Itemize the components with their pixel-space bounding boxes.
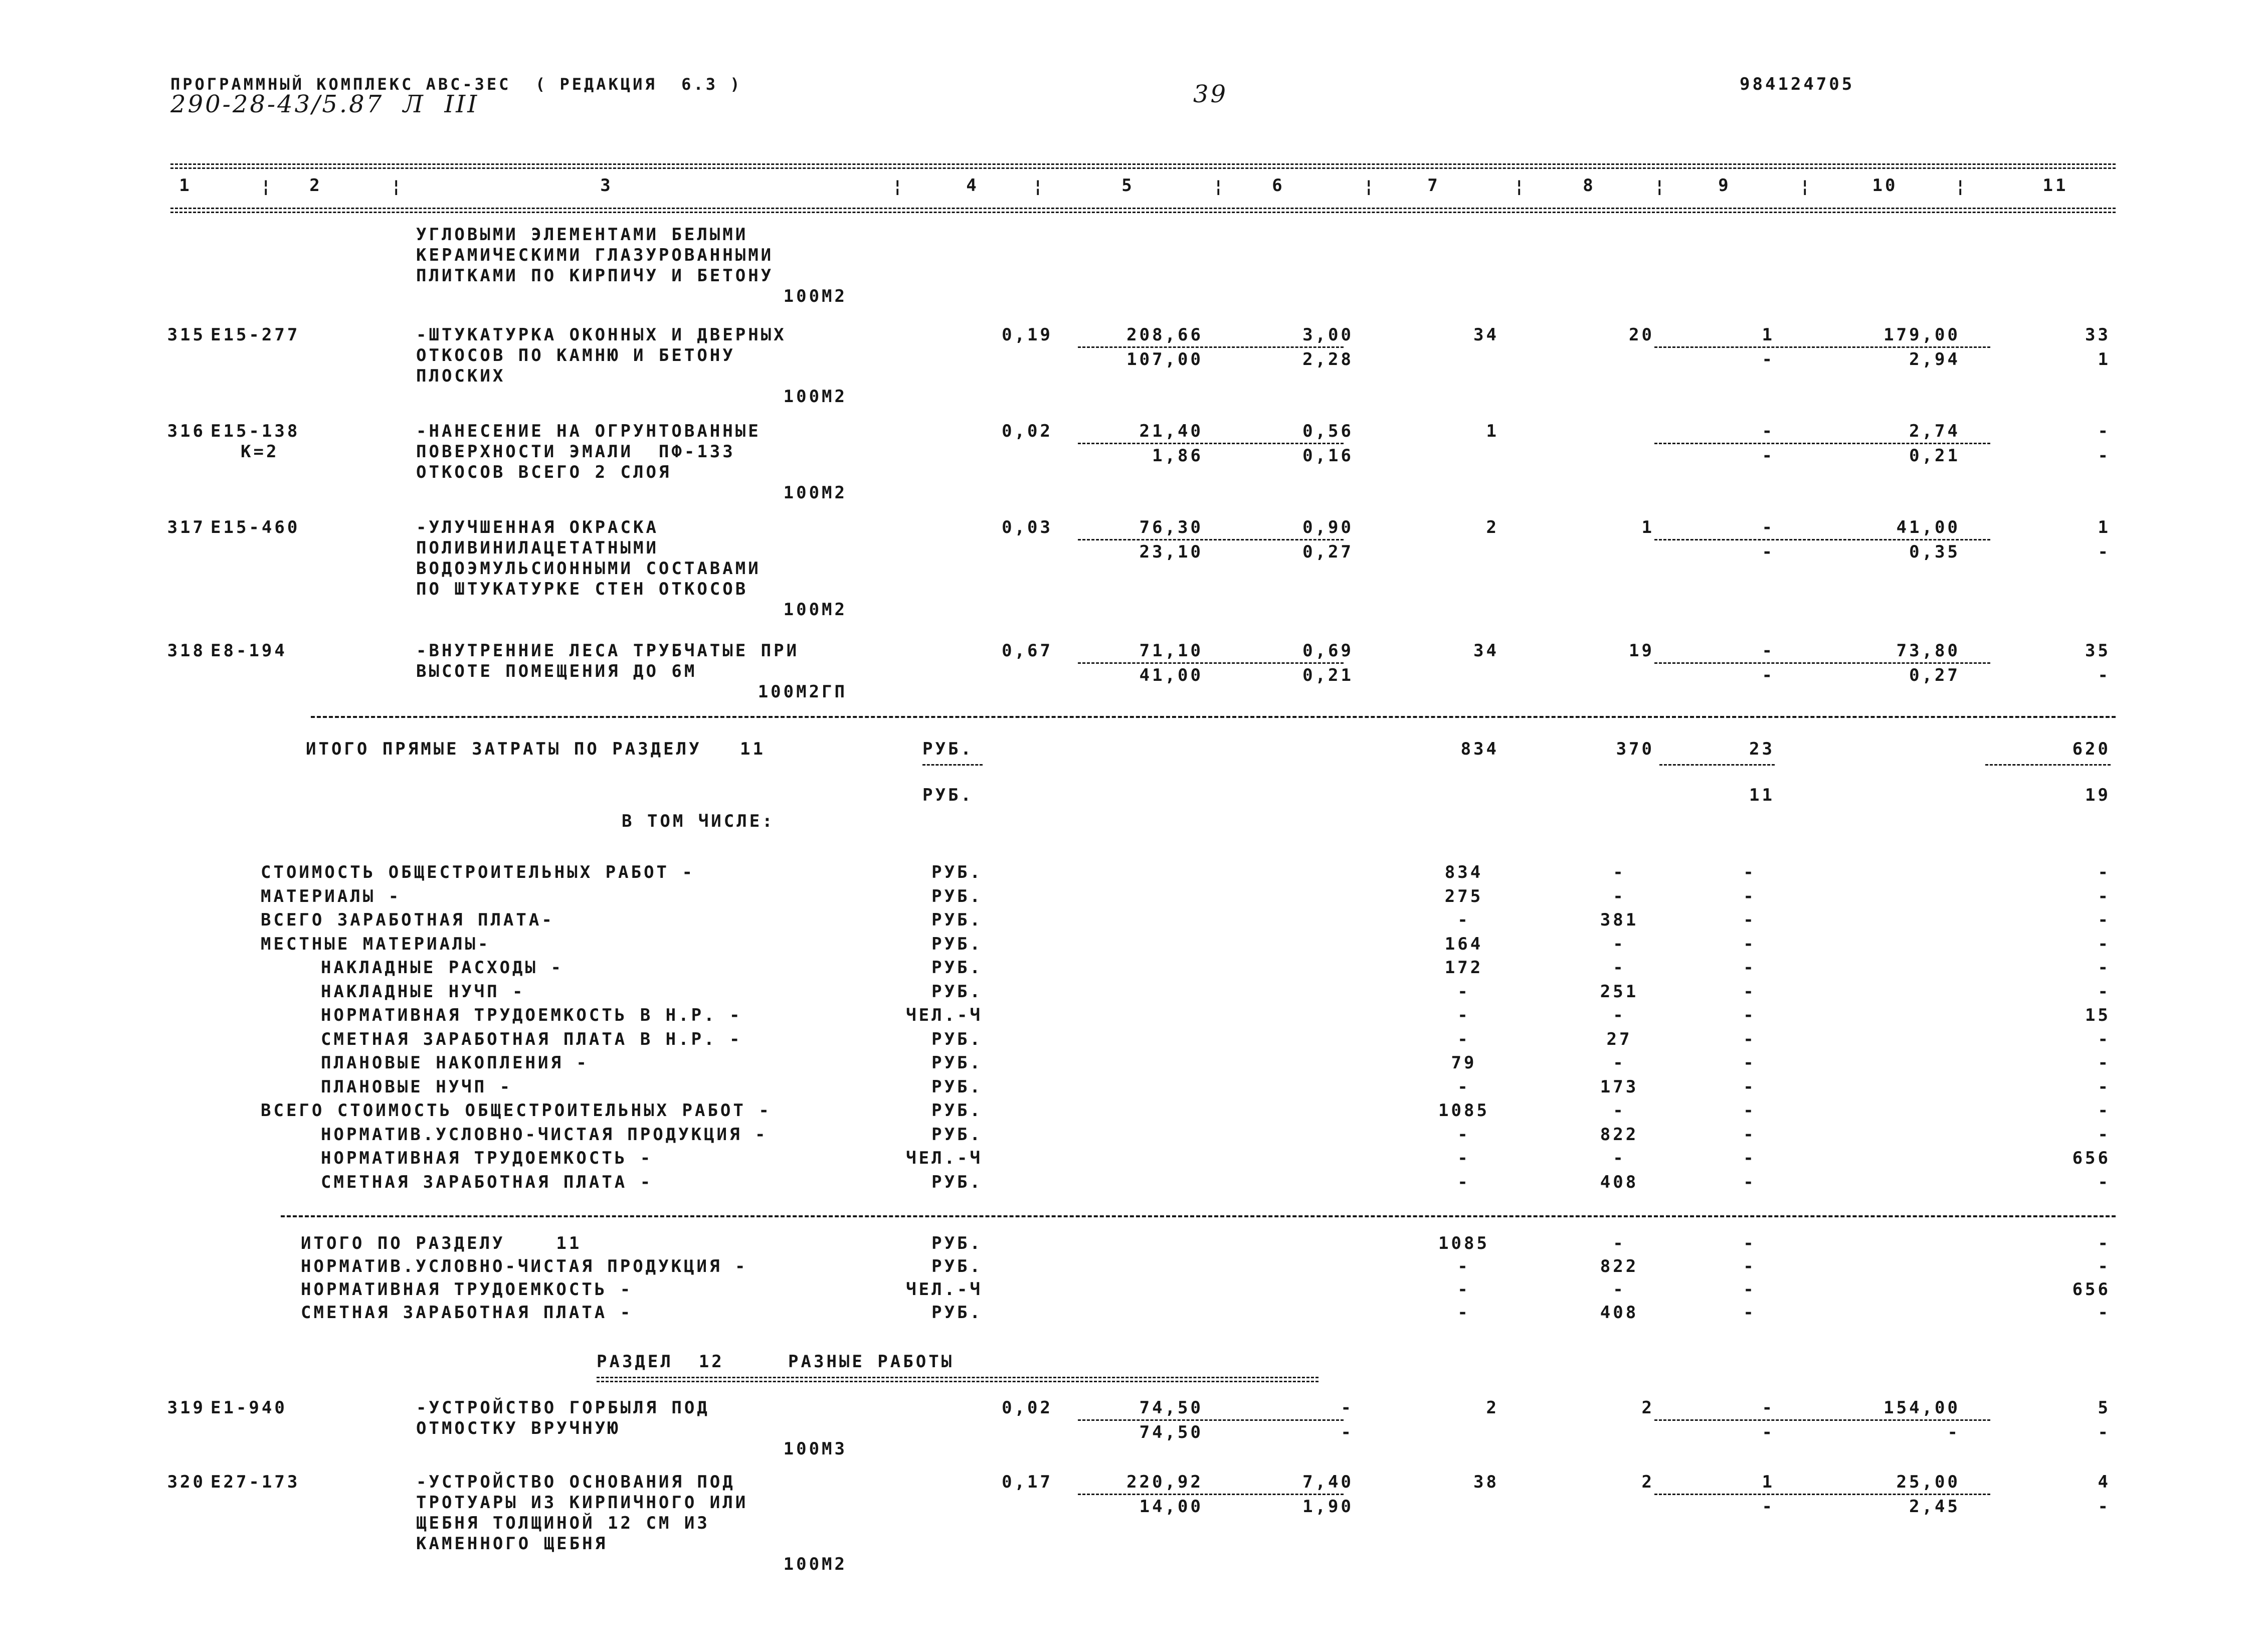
summary-cost: -: [1457, 1279, 1470, 1300]
breakdown-heading: В ТОМ ЧИСЛЕ:: [622, 811, 775, 831]
column-divider-mark: ¦: [892, 176, 905, 197]
item-total-cost: 38: [1473, 1472, 1499, 1492]
item-labor-total-machines: -: [2098, 665, 2111, 685]
breakdown-cost: 834: [1444, 862, 1483, 882]
item-labor-total: 4: [2098, 1472, 2111, 1492]
item-labor-norm-machines: 0,27: [1909, 665, 1960, 685]
cell-separator: [1654, 662, 1990, 664]
breakdown-cost: 1085: [1438, 1100, 1489, 1121]
cell-separator: [1078, 662, 1344, 664]
summary-machines: -: [1743, 1233, 1756, 1253]
breakdown-machines: -: [1743, 910, 1756, 930]
item-description-line: УГЛОВЫМИ ЭЛЕМЕНТАМИ БЕЛЫМИ: [416, 225, 748, 245]
document-code: 984124705: [1740, 74, 1855, 94]
breakdown-labor: -: [2098, 981, 2111, 1002]
column-divider-mark: ¦: [1213, 176, 1226, 197]
breakdown-unit: РУБ.: [931, 981, 983, 1002]
item-description-line: ПОЛИВИНИЛАЦЕТАТНЫМИ: [416, 538, 659, 558]
cell-separator: [1654, 346, 1990, 348]
item-machine-cost-wages: 0,27: [1302, 542, 1354, 562]
cell-separator: [1659, 764, 1775, 766]
breakdown-label: МЕСТНЫЕ МАТЕРИАЛЫ-: [261, 934, 491, 954]
cell-separator: [1078, 346, 1344, 348]
breakdown-wages: -: [1613, 958, 1626, 978]
item-unit-cost: 74,50: [1139, 1398, 1203, 1418]
item-total-cost: 1: [1486, 421, 1499, 441]
item-description-line: ПЛОСКИХ: [416, 366, 506, 386]
item-unit: 100М3: [783, 1439, 847, 1459]
item-machine-cost-wages: 1,90: [1302, 1497, 1354, 1517]
breakdown-unit: РУБ.: [931, 886, 983, 906]
item-description-line: ВОДОЭМУЛЬСИОННЫМИ СОСТАВАМИ: [416, 559, 761, 579]
item-unit-cost-wages: 1,86: [1152, 446, 1203, 466]
breakdown-cost: 172: [1444, 958, 1483, 978]
breakdown-labor: -: [2098, 1172, 2111, 1192]
breakdown-labor: -: [2098, 886, 2111, 906]
item-description-line: ОТКОСОВ ПО КАМНЮ И БЕТОНУ: [416, 345, 735, 365]
breakdown-label: НАКЛАДНЫЕ РАСХОДЫ -: [321, 958, 563, 978]
item-total-wages: 2: [1641, 1472, 1654, 1492]
item-description-line: ОТКОСОВ ВСЕГО 2 СЛОЯ: [416, 462, 672, 482]
section-summary-rule: [281, 1215, 2116, 1217]
breakdown-machines: -: [1743, 886, 1756, 906]
item-coefficient: К=2: [241, 442, 279, 462]
breakdown-cost: -: [1457, 981, 1470, 1002]
item-machine-cost-wages: 0,21: [1302, 665, 1354, 685]
column-divider-mark: ¦: [1654, 176, 1667, 197]
item-description-line: -УСТРОЙСТВО ГОРБЫЛЯ ПОД: [416, 1398, 710, 1418]
item-unit-cost-wages: 107,00: [1126, 349, 1203, 370]
cell-separator: [1654, 539, 1990, 540]
breakdown-machines: -: [1743, 1172, 1756, 1192]
item-machine-cost-wages: -: [1341, 1422, 1354, 1442]
item-description-line: ЩЕБНЯ ТОЛЩИНОЙ 12 СМ ИЗ: [416, 1513, 710, 1533]
item-description-line: ОТМОСТКУ ВРУЧНУЮ: [416, 1418, 621, 1438]
breakdown-cost: -: [1457, 1029, 1470, 1049]
breakdown-machines: -: [1743, 1100, 1756, 1121]
header-top-rule: [170, 163, 2116, 169]
section-total-rule: [311, 716, 2116, 718]
breakdown-wages: 822: [1600, 1124, 1639, 1145]
summary-machines: -: [1743, 1279, 1756, 1300]
item-labor-total-machines: -: [2098, 1497, 2111, 1517]
breakdown-wages: -: [1613, 1005, 1626, 1025]
breakdown-wages: 251: [1600, 981, 1639, 1002]
breakdown-cost: -: [1457, 1172, 1470, 1192]
item-labor-norm-machines: 2,94: [1909, 349, 1960, 370]
item-quantity: 0,02: [1002, 1398, 1053, 1418]
item-code: Е15-277: [211, 325, 300, 345]
item-labor-total: -: [2098, 421, 2111, 441]
summary-wages: -: [1613, 1279, 1626, 1300]
breakdown-label: ВСЕГО ЗАРАБОТНАЯ ПЛАТА-: [261, 910, 554, 930]
item-labor-total-machines: 1: [2098, 349, 2111, 370]
breakdown-label: НОРМАТИВНАЯ ТРУДОЕМКОСТЬ В Н.Р. -: [321, 1005, 742, 1025]
item-labor-norm-machines: -: [1947, 1422, 1960, 1442]
breakdown-machines: -: [1743, 1053, 1756, 1073]
column-header-1: 1: [179, 175, 192, 196]
item-total-machines-wages: -: [1762, 1422, 1775, 1442]
column-header-8: 8: [1583, 175, 1596, 196]
item-total-cost: 34: [1473, 641, 1499, 661]
summary-label: ИТОГО ПО РАЗДЕЛУ 11: [301, 1233, 582, 1253]
item-labor-total: 1: [2098, 517, 2111, 537]
item-total-wages: 2: [1641, 1398, 1654, 1418]
item-total-machines-wages: -: [1762, 349, 1775, 370]
breakdown-unit: ЧЕЛ.-Ч: [906, 1148, 983, 1168]
item-machine-cost: 0,69: [1302, 641, 1354, 661]
breakdown-machines: -: [1743, 1005, 1756, 1025]
breakdown-wages: -: [1613, 934, 1626, 954]
cell-separator: [1078, 1494, 1344, 1495]
item-machine-cost: 3,00: [1302, 325, 1354, 345]
item-machine-cost-wages: 0,16: [1302, 446, 1354, 466]
summary-wages: -: [1613, 1233, 1626, 1253]
breakdown-label: ВСЕГО СТОИМОСТЬ ОБЩЕСТРОИТЕЛЬНЫХ РАБОТ -: [261, 1100, 772, 1121]
item-labor-norm-machines: 2,45: [1909, 1497, 1960, 1517]
section-total-cost: 834: [1460, 739, 1499, 759]
section-12-heading: РАЗДЕЛ 12 РАЗНЫЕ РАБОТЫ: [597, 1352, 955, 1372]
breakdown-label: НОРМАТИВ.УСЛОВНО-ЧИСТАЯ ПРОДУКЦИЯ -: [321, 1124, 768, 1145]
breakdown-machines: -: [1743, 1124, 1756, 1145]
item-labor-total-machines: -: [2098, 1422, 2111, 1442]
item-unit-cost: 220,92: [1126, 1472, 1203, 1492]
item-total-machines: -: [1762, 641, 1775, 661]
item-quantity: 0,19: [1002, 325, 1053, 345]
column-divider-mark: ¦: [261, 176, 274, 197]
breakdown-unit: РУБ.: [931, 1029, 983, 1049]
breakdown-labor: 656: [2072, 1148, 2111, 1168]
column-divider-mark: ¦: [1514, 176, 1527, 197]
breakdown-cost: -: [1457, 1124, 1470, 1145]
item-code: Е27-173: [211, 1472, 300, 1492]
item-machine-cost: 0,90: [1302, 517, 1354, 537]
breakdown-machines: -: [1743, 934, 1756, 954]
breakdown-cost: -: [1457, 1005, 1470, 1025]
item-unit: 100М2ГП: [758, 682, 847, 702]
breakdown-machines: -: [1743, 1029, 1756, 1049]
item-total-wages: 1: [1641, 517, 1654, 537]
column-divider-mark: ¦: [1364, 176, 1377, 197]
column-header-5: 5: [1121, 175, 1135, 196]
item-total-machines: -: [1762, 421, 1775, 441]
section-total-unit-machines: РУБ.: [922, 785, 974, 805]
breakdown-machines: -: [1743, 958, 1756, 978]
item-total-machines-wages: -: [1762, 542, 1775, 562]
item-number: 318: [167, 641, 206, 661]
item-total-machines: 1: [1762, 325, 1775, 345]
header-bottom-rule: [170, 208, 2116, 213]
breakdown-unit: РУБ.: [931, 1124, 983, 1145]
item-number: 320: [167, 1472, 206, 1492]
column-divider-mark: ¦: [1955, 176, 1968, 197]
item-unit-cost: 76,30: [1139, 517, 1203, 537]
item-description-line: ПО ШТУКАТУРКЕ СТЕН ОТКОСОВ: [416, 579, 748, 599]
column-header-9: 9: [1718, 175, 1731, 196]
program-title: ПРОГРАММНЫЙ КОМПЛЕКС АВС-ЗЕС ( РЕДАКЦИЯ 6.3 ): [170, 75, 742, 94]
breakdown-unit: ЧЕЛ.-Ч: [906, 1005, 983, 1025]
summary-wages: 822: [1600, 1256, 1639, 1276]
item-description-line: -УСТРОЙСТВО ОСНОВАНИЯ ПОД: [416, 1472, 735, 1492]
item-quantity: 0,17: [1002, 1472, 1053, 1492]
item-number: 315: [167, 325, 206, 345]
section-total-labor: 620: [2072, 739, 2111, 759]
item-unit: 100М2: [783, 1554, 847, 1574]
breakdown-label: НАКЛАДНЫЕ НУЧП -: [321, 981, 525, 1002]
item-labor-total-machines: -: [2098, 542, 2111, 562]
breakdown-wages: 27: [1606, 1029, 1632, 1049]
summary-wages: 408: [1600, 1303, 1639, 1323]
item-labor-norm: 2,74: [1909, 421, 1960, 441]
item-labor-norm: 154,00: [1883, 1398, 1960, 1418]
column-header-3: 3: [600, 175, 613, 196]
breakdown-wages: 173: [1600, 1076, 1639, 1097]
breakdown-unit: РУБ.: [931, 1076, 983, 1097]
breakdown-machines: -: [1743, 1076, 1756, 1097]
breakdown-unit: РУБ.: [931, 958, 983, 978]
item-number: 319: [167, 1398, 206, 1418]
summary-labor: -: [2098, 1303, 2111, 1323]
section-total-machines: 23: [1749, 739, 1775, 759]
item-labor-norm: 25,00: [1896, 1472, 1960, 1492]
breakdown-wages: 408: [1600, 1172, 1639, 1192]
breakdown-label: СМЕТНАЯ ЗАРАБОТНАЯ ПЛАТА -: [321, 1172, 653, 1192]
breakdown-labor: -: [2098, 1100, 2111, 1121]
item-total-cost: 2: [1486, 517, 1499, 537]
cell-separator: [1078, 443, 1344, 444]
breakdown-labor: -: [2098, 862, 2111, 882]
breakdown-cost: 79: [1451, 1053, 1477, 1073]
breakdown-wages: -: [1613, 1148, 1626, 1168]
item-number: 316: [167, 421, 206, 441]
item-total-machines: -: [1762, 1398, 1775, 1418]
section-total-labor-machines: 19: [2085, 785, 2111, 805]
item-unit-cost: 21,40: [1139, 421, 1203, 441]
item-labor-total-machines: -: [2098, 446, 2111, 466]
summary-cost: 1085: [1438, 1233, 1489, 1253]
column-header-2: 2: [309, 175, 322, 196]
item-code: Е1-940: [211, 1398, 287, 1418]
cell-separator: [1654, 1419, 1990, 1421]
unit-separator: [922, 764, 983, 766]
breakdown-label: СМЕТНАЯ ЗАРАБОТНАЯ ПЛАТА В Н.Р. -: [321, 1029, 742, 1049]
breakdown-cost: -: [1457, 1076, 1470, 1097]
breakdown-unit: РУБ.: [931, 910, 983, 930]
item-quantity: 0,03: [1002, 517, 1053, 537]
breakdown-labor: -: [2098, 910, 2111, 930]
item-description-line: -НАНЕСЕНИЕ НА ОГРУНТОВАННЫЕ: [416, 421, 761, 441]
item-description-line: КЕРАМИЧЕСКИМИ ГЛАЗУРОВАННЫМИ: [416, 245, 774, 265]
breakdown-label: ПЛАНОВЫЕ НАКОПЛЕНИЯ -: [321, 1053, 589, 1073]
breakdown-wages: 381: [1600, 910, 1639, 930]
breakdown-labor: -: [2098, 934, 2111, 954]
breakdown-label: НОРМАТИВНАЯ ТРУДОЕМКОСТЬ -: [321, 1148, 653, 1168]
breakdown-wages: -: [1613, 1053, 1626, 1073]
breakdown-machines: -: [1743, 862, 1756, 882]
summary-cost: -: [1457, 1303, 1470, 1323]
column-header-6: 6: [1272, 175, 1285, 196]
item-quantity: 0,67: [1002, 641, 1053, 661]
summary-unit: ЧЕЛ.-Ч: [906, 1279, 983, 1300]
breakdown-unit: РУБ.: [931, 1172, 983, 1192]
column-divider-mark: ¦: [391, 176, 404, 197]
summary-unit: РУБ.: [931, 1303, 983, 1323]
breakdown-unit: РУБ.: [931, 934, 983, 954]
breakdown-label: ПЛАНОВЫЕ НУЧП -: [321, 1076, 513, 1097]
item-description-line: -ВНУТРЕННИЕ ЛЕСА ТРУБЧАТЫЕ ПРИ: [416, 641, 800, 661]
breakdown-wages: -: [1613, 1100, 1626, 1121]
breakdown-labor: -: [2098, 1124, 2111, 1145]
item-total-machines-wages: -: [1762, 446, 1775, 466]
item-description-line: ТРОТУАРЫ ИЗ КИРПИЧНОГО ИЛИ: [416, 1493, 748, 1513]
item-labor-norm-machines: 0,35: [1909, 542, 1960, 562]
column-header-4: 4: [966, 175, 979, 196]
section-12-heading-underline: [597, 1377, 1318, 1382]
item-description-line: ПОВЕРХНОСТИ ЭМАЛИ ПФ-133: [416, 442, 735, 462]
item-labor-norm: 179,00: [1883, 325, 1960, 345]
summary-cost: -: [1457, 1256, 1470, 1276]
breakdown-machines: -: [1743, 981, 1756, 1002]
summary-labor: -: [2098, 1233, 2111, 1253]
summary-machines: -: [1743, 1303, 1756, 1323]
summary-labor: 656: [2072, 1279, 2111, 1300]
breakdown-labor: -: [2098, 1053, 2111, 1073]
item-code: Е15-460: [211, 517, 300, 537]
item-unit-cost-wages: 41,00: [1139, 665, 1203, 685]
item-total-machines-wages: -: [1762, 665, 1775, 685]
section-total-wages: 370: [1616, 739, 1654, 759]
summary-unit: РУБ.: [931, 1256, 983, 1276]
item-machine-cost: 0,56: [1302, 421, 1354, 441]
item-description-line: ПЛИТКАМИ ПО КИРПИЧУ И БЕТОНУ: [416, 266, 774, 286]
cell-separator: [1985, 764, 2111, 766]
breakdown-wages: -: [1613, 862, 1626, 882]
item-code: Е8-194: [211, 641, 287, 661]
column-divider-mark: ¦: [1800, 176, 1813, 197]
cell-separator: [1654, 1494, 1990, 1495]
breakdown-labor: -: [2098, 958, 2111, 978]
breakdown-labor: 15: [2085, 1005, 2111, 1025]
breakdown-cost: 164: [1444, 934, 1483, 954]
item-unit: 100М2: [783, 387, 847, 407]
item-code: Е15-138: [211, 421, 300, 441]
summary-label: НОРМАТИВ.УСЛОВНО-ЧИСТАЯ ПРОДУКЦИЯ -: [301, 1256, 748, 1276]
item-unit-cost: 71,10: [1139, 641, 1203, 661]
cell-separator: [1078, 539, 1344, 540]
breakdown-label: СТОИМОСТЬ ОБЩЕСТРОИТЕЛЬНЫХ РАБОТ -: [261, 862, 695, 882]
item-unit-cost-wages: 23,10: [1139, 542, 1203, 562]
column-header-7: 7: [1427, 175, 1440, 196]
item-total-machines-wages: -: [1762, 1497, 1775, 1517]
item-total-cost: 34: [1473, 325, 1499, 345]
item-machine-cost: 7,40: [1302, 1472, 1354, 1492]
breakdown-labor: -: [2098, 1076, 2111, 1097]
breakdown-cost: -: [1457, 910, 1470, 930]
item-machine-cost: -: [1341, 1398, 1354, 1418]
breakdown-cost: 275: [1444, 886, 1483, 906]
item-unit-cost-wages: 74,50: [1139, 1422, 1203, 1442]
item-description-line: КАМЕННОГО ЩЕБНЯ: [416, 1534, 608, 1554]
item-unit-cost-wages: 14,00: [1139, 1497, 1203, 1517]
item-number: 317: [167, 517, 206, 537]
breakdown-label: МАТЕРИАЛЫ -: [261, 886, 402, 906]
breakdown-labor: -: [2098, 1029, 2111, 1049]
cell-separator: [1078, 1419, 1344, 1421]
item-labor-total: 35: [2085, 641, 2111, 661]
item-labor-total: 5: [2098, 1398, 2111, 1418]
section-total-label: ИТОГО ПРЯМЫЕ ЗАТРАТЫ ПО РАЗДЕЛУ 11: [306, 739, 766, 759]
column-header-10: 10: [1872, 175, 1898, 196]
item-total-machines: -: [1762, 517, 1775, 537]
summary-unit: РУБ.: [931, 1233, 983, 1253]
section-total-machines-wages: 11: [1749, 785, 1775, 805]
cell-separator: [1654, 443, 1990, 444]
summary-label: СМЕТНАЯ ЗАРАБОТНАЯ ПЛАТА -: [301, 1303, 633, 1323]
summary-machines: -: [1743, 1256, 1756, 1276]
item-labor-norm: 41,00: [1896, 517, 1960, 537]
item-machine-cost-wages: 2,28: [1302, 349, 1354, 370]
item-description-line: ВЫСОТЕ ПОМЕЩЕНИЯ ДО 6М: [416, 661, 697, 681]
breakdown-machines: -: [1743, 1148, 1756, 1168]
handwritten-note: 290-28-43/5.87 Л III: [170, 90, 479, 118]
summary-label: НОРМАТИВНАЯ ТРУДОЕМКОСТЬ -: [301, 1279, 633, 1300]
item-unit: 100М2: [783, 600, 847, 620]
item-total-wages: 19: [1629, 641, 1654, 661]
breakdown-unit: РУБ.: [931, 1100, 983, 1121]
item-total-cost: 2: [1486, 1398, 1499, 1418]
section-total-unit: РУБ.: [922, 739, 974, 759]
column-header-11: 11: [2042, 175, 2068, 196]
breakdown-unit: РУБ.: [931, 862, 983, 882]
breakdown-cost: -: [1457, 1148, 1470, 1168]
item-unit: 100М2: [783, 483, 847, 503]
page-number: 39: [1193, 80, 1228, 108]
item-total-machines: 1: [1762, 1472, 1775, 1492]
item-unit-cost: 208,66: [1126, 325, 1203, 345]
item-labor-norm-machines: 0,21: [1909, 446, 1960, 466]
breakdown-unit: РУБ.: [931, 1053, 983, 1073]
item-quantity: 0,02: [1002, 421, 1053, 441]
breakdown-wages: -: [1613, 886, 1626, 906]
item-total-wages: 20: [1629, 325, 1654, 345]
summary-labor: -: [2098, 1256, 2111, 1276]
item-labor-total: 33: [2085, 325, 2111, 345]
item-labor-norm: 73,80: [1896, 641, 1960, 661]
column-divider-mark: ¦: [1033, 176, 1046, 197]
item-unit: 100М2: [783, 286, 847, 306]
item-description-line: -УЛУЧШЕННАЯ ОКРАСКА: [416, 517, 659, 537]
item-description-line: -ШТУКАТУРКА ОКОННЫХ И ДВЕРНЫХ: [416, 325, 787, 345]
